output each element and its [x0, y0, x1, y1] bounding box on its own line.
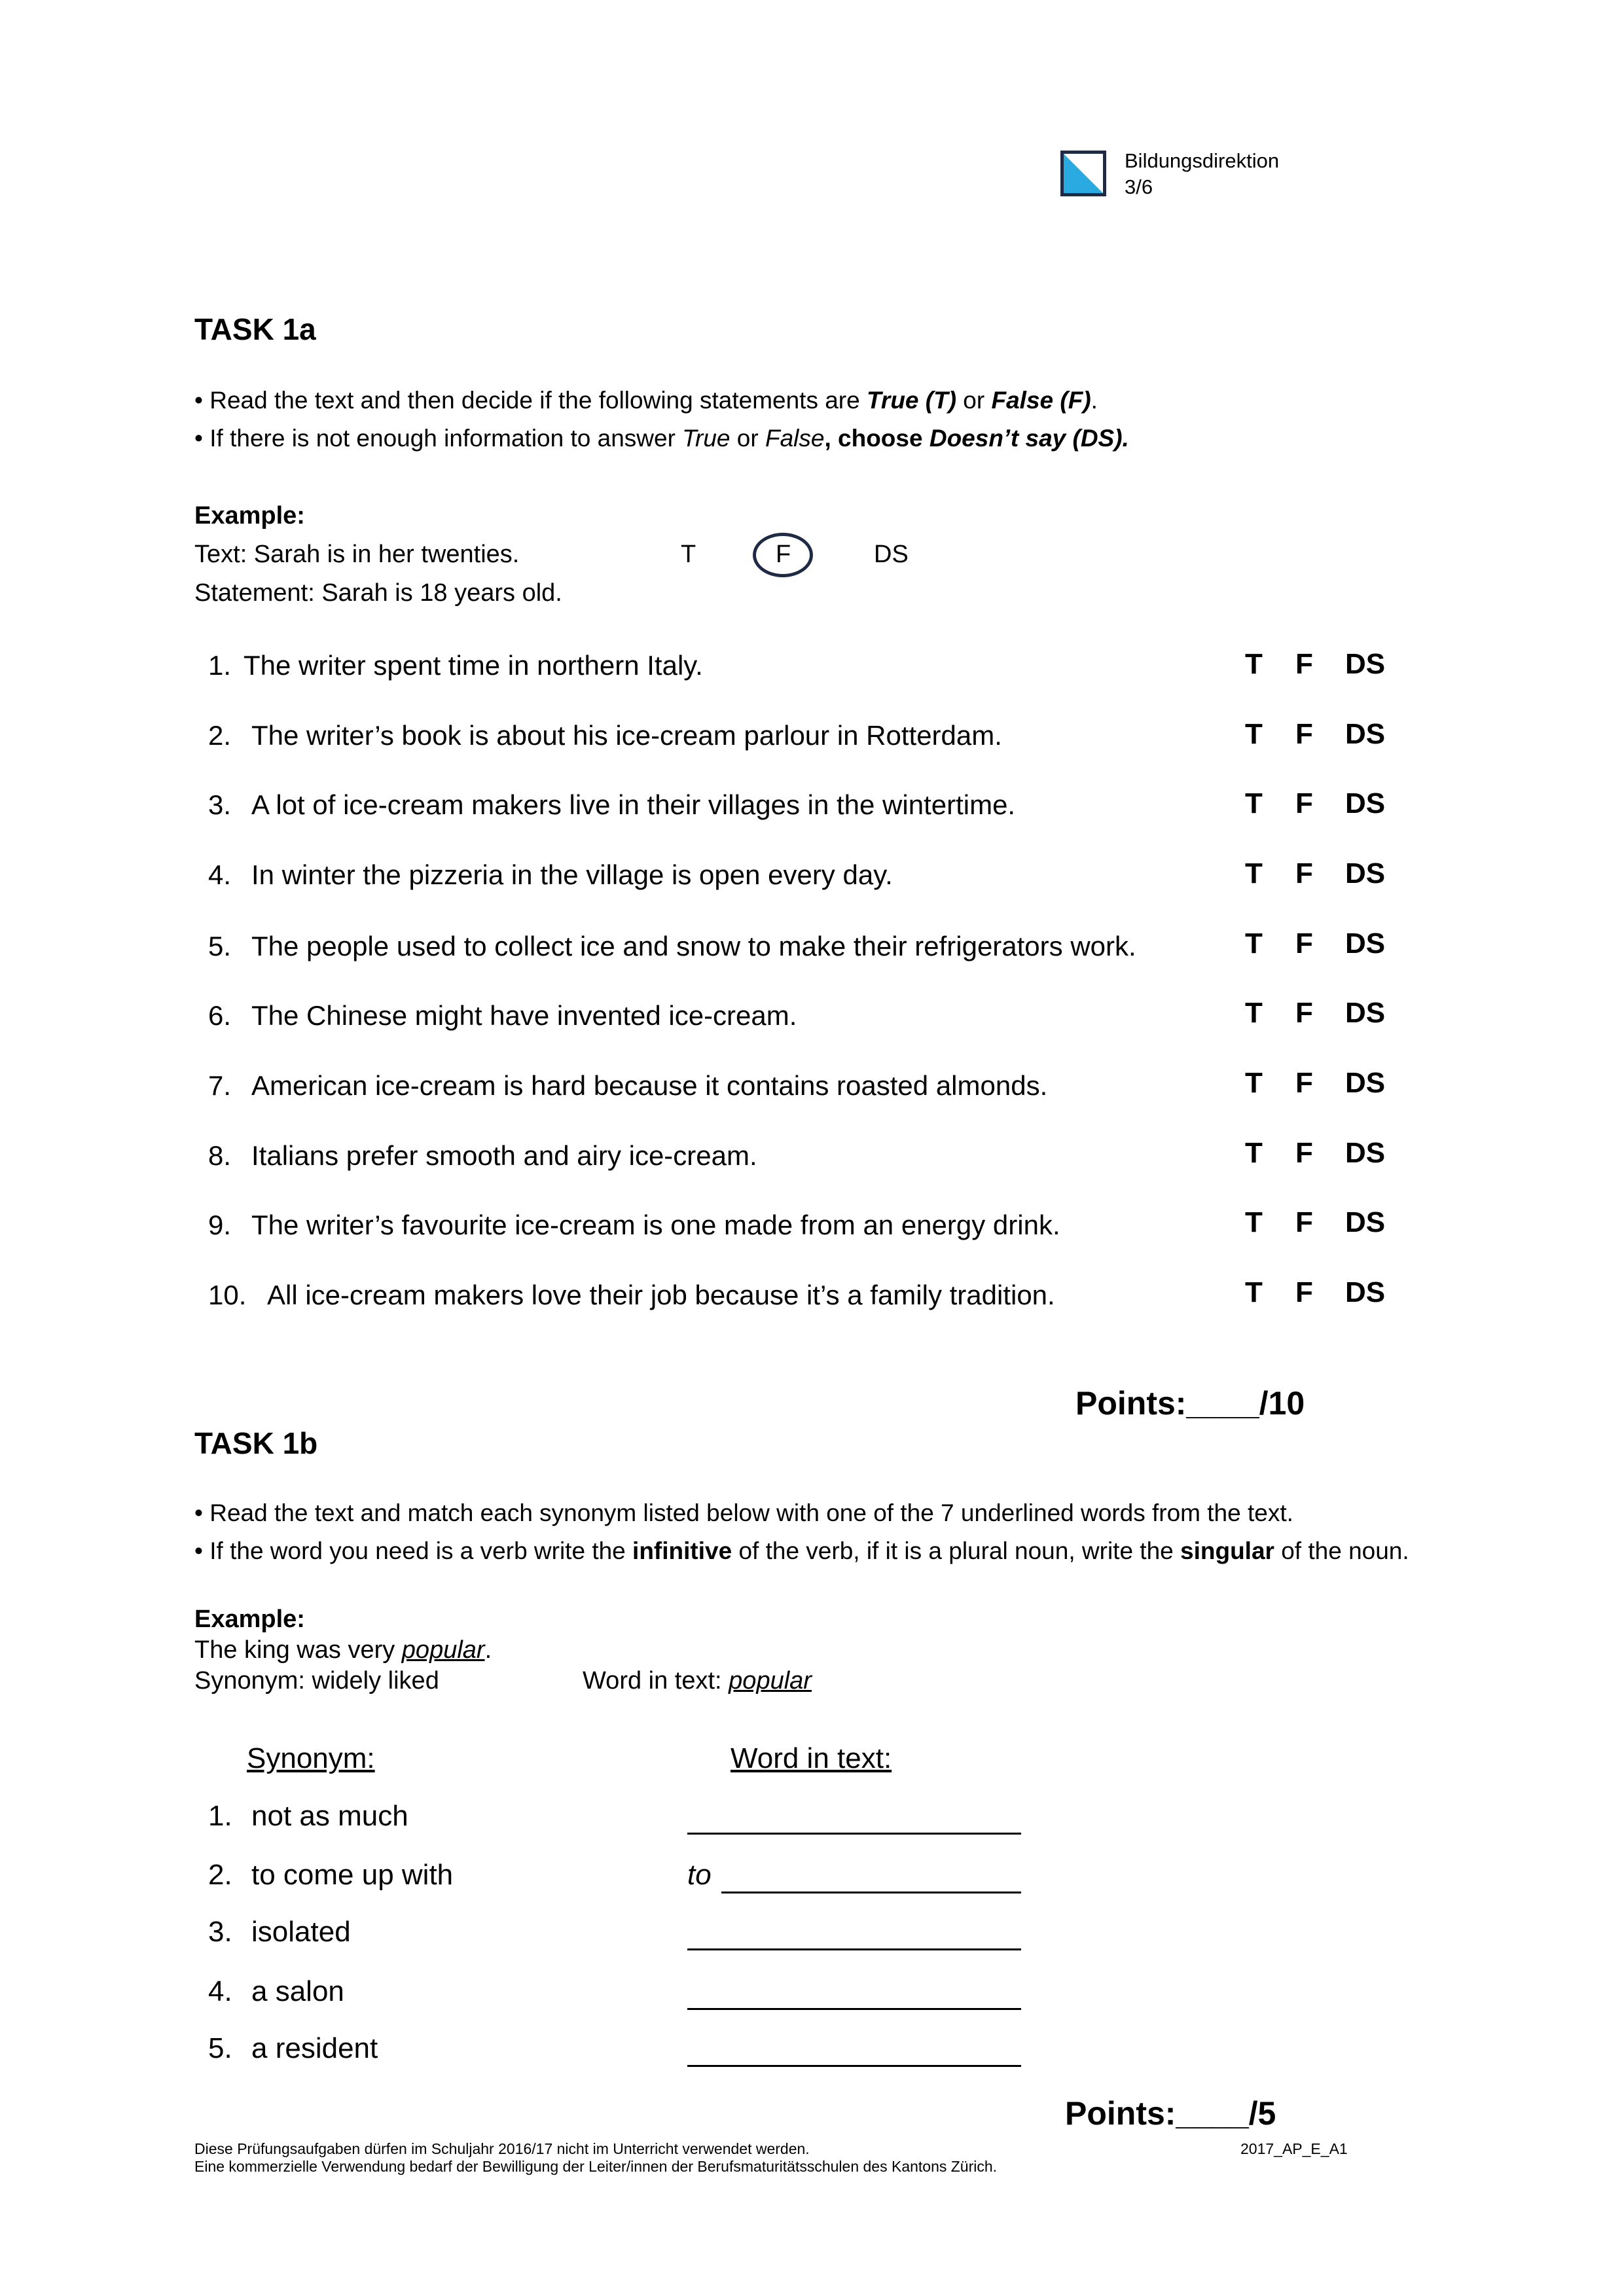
bullet: •	[194, 1499, 203, 1526]
answer-blank[interactable]	[687, 2065, 1021, 2067]
statement-num: 8.	[208, 1140, 232, 1171]
example-sentence-word: popular	[401, 1636, 485, 1664]
option-ds[interactable]: DS	[1345, 1067, 1386, 1099]
synonym-text: to come up with	[251, 1859, 454, 1891]
synonym-column-header: Synonym:	[247, 1742, 375, 1774]
example-sentence-text: The king was very	[194, 1636, 402, 1664]
bullet: •	[194, 1537, 203, 1564]
header-org: Bildungsdirektion	[1125, 149, 1280, 172]
word-column-header: Word in text:	[731, 1742, 892, 1774]
task-1b-instruction-1	[194, 1499, 1293, 1527]
footer-code: 2017_AP_E_A1	[1240, 2140, 1348, 2157]
synonym-text: not as much	[251, 1800, 408, 1832]
statement-text: Italians prefer smooth and airy ice-cream.	[251, 1140, 757, 1171]
answer-blank[interactable]	[687, 1948, 1021, 1950]
statement-num: 2.	[208, 720, 232, 751]
instruction-text: of the noun.	[1274, 1537, 1409, 1564]
instruction-text: Read the text and match each synonym listed below with one of the 7 underlined words from the text.	[209, 1499, 1293, 1526]
option-ds[interactable]: DS	[1345, 1137, 1386, 1169]
instruction-text: , choose	[824, 425, 929, 452]
synonym-text: a resident	[251, 2032, 378, 2064]
statement-text: The writer’s favourite ice-cream is one made from an energy drink.	[251, 1210, 1060, 1240]
statement-num: 5.	[208, 931, 232, 961]
statement-num: 6.	[208, 1000, 232, 1031]
option-t[interactable]: T	[1245, 718, 1263, 750]
instruction-text: If there is not enough information to answer	[209, 425, 683, 452]
option-f[interactable]: F	[1295, 1067, 1313, 1099]
option-f[interactable]: F	[1295, 1206, 1313, 1238]
instruction-false: False (F)	[991, 387, 1091, 414]
footer-line-1: Diese Prüfungsaufgaben dürfen im Schuljahr 2016/17 nicht im Unterricht verwendet werden.	[194, 2140, 810, 2157]
option-ds[interactable]: DS	[1345, 857, 1386, 889]
option-ds[interactable]: DS	[1345, 787, 1386, 819]
option-ds[interactable]: DS	[1345, 1206, 1386, 1238]
option-t[interactable]: T	[1245, 997, 1263, 1029]
instruction-text: Read the text and then decide if the following statements are	[209, 387, 867, 414]
option-t[interactable]: T	[1245, 1067, 1263, 1099]
bullet: •	[194, 387, 203, 414]
instruction-text: .	[1091, 387, 1098, 414]
statement-text: The Chinese might have invented ice-cream.	[251, 1000, 797, 1031]
statement-text: The writer spent time in northern Italy.	[244, 650, 703, 681]
statement-num: 7.	[208, 1070, 232, 1101]
option-ds[interactable]: DS	[1345, 997, 1386, 1029]
task-1b-example-synonym: Synonym: widely liked	[194, 1667, 439, 1695]
instruction-text: of the verb, if it is a plural noun, write the	[732, 1537, 1181, 1564]
bullet: •	[194, 425, 203, 452]
statement-text: All ice-cream makers love their job because it’s a family tradition.	[267, 1280, 1055, 1310]
statement-text: The writer’s book is about his ice-cream parlour in Rotterdam.	[251, 720, 1002, 751]
instruction-singular: singular	[1180, 1537, 1274, 1564]
task-1a-title: TASK 1a	[194, 312, 316, 346]
statement-text: In winter the pizzeria in the village is open every day.	[251, 859, 893, 890]
answer-blank[interactable]	[687, 2008, 1021, 2010]
statement-num: 4.	[208, 859, 232, 890]
statement-num: 3.	[208, 789, 232, 820]
task-1b-example-label: Example:	[194, 1605, 305, 1633]
option-f[interactable]: F	[1295, 648, 1313, 680]
option-f[interactable]: F	[1295, 718, 1313, 750]
header-page-number: 3/6	[1125, 175, 1153, 198]
task-1a-instruction-2	[194, 425, 1129, 452]
option-t[interactable]: T	[1245, 857, 1263, 889]
synonym-num: 1.	[208, 1800, 232, 1832]
task-1b-instruction-2	[194, 1537, 1409, 1565]
option-f[interactable]: F	[1295, 997, 1313, 1029]
synonym-num: 2.	[208, 1859, 232, 1891]
statement-num: 10.	[208, 1280, 247, 1310]
option-t[interactable]: T	[1245, 927, 1263, 960]
instruction-true: True (T)	[866, 387, 957, 414]
synonym-text: a salon	[251, 1975, 344, 2007]
answer-prefix: to	[687, 1859, 712, 1891]
task-1a-points: Points:____/10	[1075, 1385, 1305, 1422]
instruction-text: or	[730, 425, 765, 452]
option-t[interactable]: T	[1245, 1206, 1263, 1238]
option-ds[interactable]: DS	[1345, 718, 1386, 750]
task-1a-example-label: Example:	[194, 502, 305, 529]
option-f[interactable]: F	[1295, 857, 1313, 889]
instruction-text: If the word you need is a verb write the	[209, 1537, 633, 1564]
task-1b-points: Points:____/5	[1065, 2095, 1276, 2132]
logo-icon	[1064, 154, 1103, 193]
option-t[interactable]: T	[1245, 648, 1263, 680]
option-f[interactable]: F	[1295, 1137, 1313, 1169]
answer-blank[interactable]	[687, 1833, 1021, 1835]
task-1a-example-text: Text: Sarah is in her twenties.	[194, 541, 520, 568]
example-word-label: Word in text:	[583, 1667, 729, 1695]
statement-text: A lot of ice-cream makers live in their villages in the wintertime.	[251, 789, 1016, 820]
task-1b-example-sentence	[194, 1636, 492, 1664]
statement-num: 1.	[208, 650, 232, 681]
option-f[interactable]: F	[1295, 927, 1313, 960]
synonym-text: isolated	[251, 1916, 351, 1948]
option-t[interactable]: T	[1245, 1276, 1263, 1308]
option-ds[interactable]: DS	[1345, 927, 1386, 960]
instruction-true: True	[682, 425, 731, 452]
answer-blank[interactable]	[721, 1892, 1021, 1893]
instruction-false: False	[765, 425, 825, 452]
option-t[interactable]: T	[1245, 1137, 1263, 1169]
footer-line-2: Eine kommerzielle Verwendung bedarf der Bewilligung der Leiter/innen der Berufsmaturitätsschulen des Kantons Zürich.	[194, 2158, 998, 2175]
example-option-f: F	[776, 541, 791, 568]
instruction-text: or	[956, 387, 992, 414]
instruction-doesnt-say: Doesn’t say (DS).	[929, 425, 1129, 452]
statement-num: 9.	[208, 1210, 232, 1240]
option-ds[interactable]: DS	[1345, 1276, 1386, 1308]
example-option-ds: DS	[874, 541, 909, 568]
task-1b-title: TASK 1b	[194, 1426, 318, 1460]
example-word-value: popular	[729, 1667, 812, 1695]
statement-text: American ice-cream is hard because it contains roasted almonds.	[251, 1070, 1048, 1101]
task-1a-instruction-1	[194, 387, 1098, 414]
option-f[interactable]: F	[1295, 1276, 1313, 1308]
example-option-t: T	[681, 541, 696, 568]
example-sentence-text: .	[484, 1636, 492, 1664]
canton-logo	[1060, 151, 1106, 196]
synonym-num: 5.	[208, 2032, 232, 2064]
synonym-num: 3.	[208, 1916, 232, 1948]
task-1b-example-word	[583, 1667, 812, 1695]
instruction-infinitive: infinitive	[632, 1537, 732, 1564]
statement-text: The people used to collect ice and snow to make their refrigerators work.	[251, 931, 1136, 961]
option-ds[interactable]: DS	[1345, 648, 1386, 680]
option-t[interactable]: T	[1245, 787, 1263, 819]
synonym-num: 4.	[208, 1975, 232, 2007]
task-1a-example-statement: Statement: Sarah is 18 years old.	[194, 579, 562, 607]
option-f[interactable]: F	[1295, 787, 1313, 819]
